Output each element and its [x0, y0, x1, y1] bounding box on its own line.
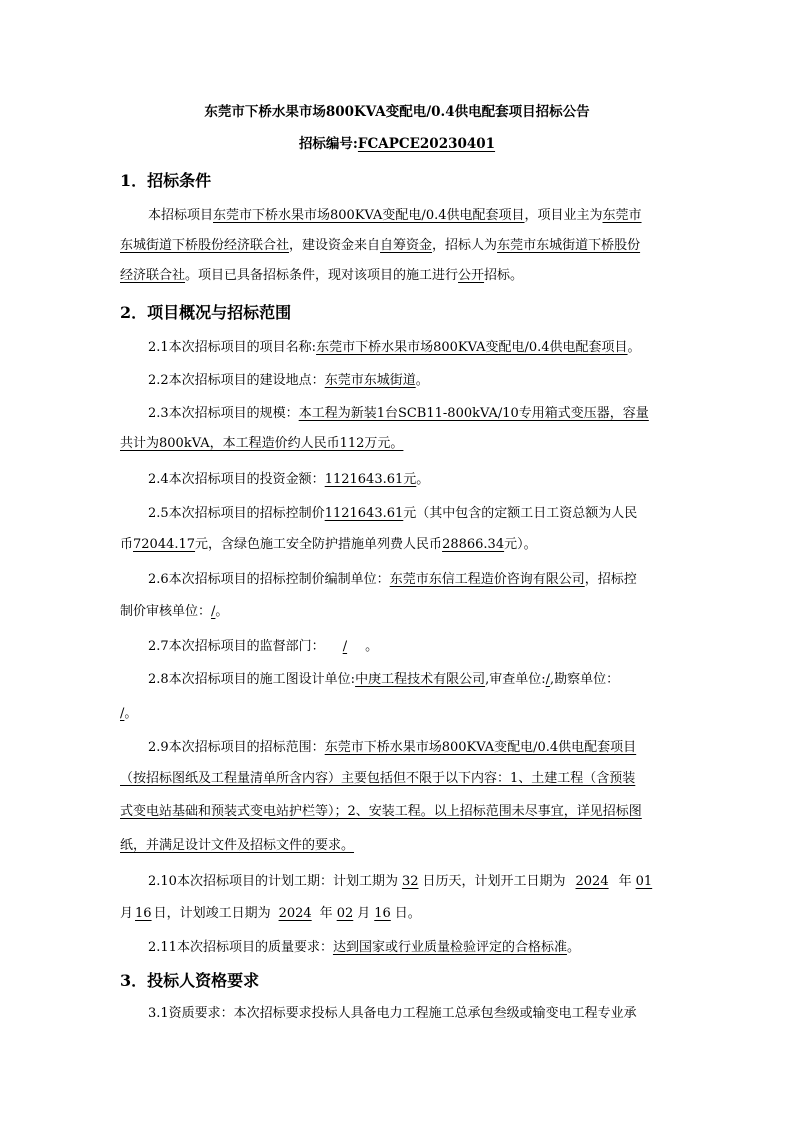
p2-10-cont	[120, 904, 421, 924]
end-year: 2024	[278, 906, 312, 921]
investment-amount: 1121643.61元	[324, 472, 417, 487]
text: 2.9本次招标项目的招标范围：	[148, 740, 325, 755]
text: 本招标项目	[148, 208, 214, 223]
text: 元（其中包含的定额工日工资总额为人民	[403, 506, 638, 521]
p2-9-cont-2	[120, 802, 642, 822]
p2-2	[148, 371, 429, 391]
owner-name-part: 东莞市	[602, 208, 642, 223]
text: 年	[618, 874, 632, 889]
quality-requirement: 达到国家或行业质量检验评定的合格标准	[332, 940, 567, 955]
text: 招标。	[484, 268, 524, 283]
fund-source: 自筹资金	[380, 238, 433, 253]
p2-9	[148, 738, 636, 758]
p2-8-cont	[120, 704, 137, 724]
p3-1: 3.1资质要求：本次招标要求投标人具备电力工程施工总承包叁级或输变电工程专业承	[148, 1006, 637, 1021]
text: 制价审核单位：	[120, 604, 212, 619]
designer: 中庚工程技术有限公司	[355, 672, 486, 687]
supervisor: /	[342, 639, 348, 654]
text: ，招标人为	[432, 238, 498, 253]
price-compiler: 东莞市东信工程造价咨询有限公司	[389, 572, 585, 587]
text: 日历天，计划开工日期为	[422, 874, 566, 889]
tender-number-value: FCAPCE20230401	[357, 136, 496, 152]
price-reviewer: /	[211, 604, 216, 619]
p2-4	[148, 470, 429, 490]
project-name: 东莞市下桥水果市场800KVA变配电/0.4供电配套项目	[213, 208, 525, 223]
p2-6-cont	[120, 602, 228, 622]
text: 。	[124, 706, 138, 721]
text: ，建设资金来自	[289, 238, 381, 253]
duration-days: 32	[401, 874, 419, 889]
tender-number-label: 招标编号:	[298, 136, 358, 152]
p2-1	[148, 338, 641, 358]
end-month: 02	[336, 906, 354, 921]
text: 。	[416, 472, 430, 487]
p2-10	[148, 872, 656, 892]
text: 2.10本次招标项目的计划工期：计划工期为	[148, 874, 398, 889]
p2-7	[148, 637, 378, 657]
s1-line-3	[120, 266, 523, 286]
p2-9-cont-3	[120, 836, 354, 856]
owner-name-part: 东城街道下桥股份经济联合社	[120, 238, 290, 253]
text: 2.6本次招标项目的招标控制价编制单位：	[148, 572, 390, 587]
text: 币	[120, 537, 134, 552]
scale: 本工程为新装1台SCB11-800kVA/10专用箱式变压器，容量	[298, 406, 649, 421]
p2-11	[148, 938, 580, 958]
text: 年	[319, 906, 333, 921]
tenderer-name-part: 经济联合社	[120, 268, 186, 283]
text: 日，计划竣工日期为	[153, 906, 271, 921]
section-3-heading: 3．投标人资格要求	[120, 971, 260, 990]
start-day: 16	[135, 906, 152, 921]
text: 月	[120, 906, 134, 921]
text: 。	[365, 639, 379, 654]
text: 2.2本次招标项目的建设地点：	[148, 373, 325, 388]
tender-method: 公开	[458, 268, 485, 283]
scope: 式变电站基础和预装式变电站护栏等）；2、安装工程。以上招标范围未尽事宜，详见招标图	[120, 804, 642, 819]
text: 2.3本次招标项目的规模：	[148, 406, 299, 421]
scope: （按招标图纸及工程量清单所含内容）主要包括但不限于以下内容：1、土建工程（含预装	[120, 771, 636, 786]
text: 。	[566, 940, 580, 955]
text: 2.5本次招标项目的招标控制价	[148, 506, 325, 521]
scope: 东莞市下桥水果市场800KVA变配电/0.4供电配套项目	[324, 740, 637, 755]
document-title: 东莞市下桥水果市场800KVA变配电/0.4供电配套项目招标公告	[204, 104, 590, 120]
text: 。	[215, 604, 229, 619]
safety-fee: 28866.34	[442, 537, 505, 552]
location: 东莞市东城街道	[324, 373, 416, 388]
tender-number	[120, 134, 674, 154]
p2-5	[148, 504, 637, 524]
section-2-heading: 2．项目概况与招标范围	[120, 303, 292, 322]
text: 2.1本次招标项目的项目名称:	[148, 340, 317, 355]
surveyor: /	[120, 706, 125, 721]
text: ,勘察单位：	[549, 672, 620, 687]
start-year: 2024	[575, 874, 609, 889]
tenderer-name-part: 东莞市东城街道下桥股份	[497, 238, 641, 253]
text: 2.11本次招标项目的质量要求：	[148, 940, 333, 955]
text: ,审查单位:	[485, 672, 546, 687]
text: 2.8本次招标项目的施工图设计单位:	[148, 672, 356, 687]
text: ，项目业主为	[524, 208, 603, 223]
p2-5-cont	[120, 535, 537, 555]
text: 月	[357, 906, 371, 921]
text: 日。	[394, 906, 421, 921]
s1-line-1	[148, 206, 642, 226]
text: 2.4本次招标项目的投资金额：	[148, 472, 325, 487]
p2-8	[148, 670, 619, 690]
scale: 共计为800kVA，本工程造价约人民币112万元。	[120, 436, 404, 451]
text: 。	[627, 340, 641, 355]
scope: 纸，并满足设计文件及招标文件的要求。	[120, 838, 355, 853]
text: 元）。	[504, 537, 537, 552]
text: 。	[415, 373, 429, 388]
text: 2.7本次招标项目的监督部门：	[148, 639, 325, 654]
end-day: 16	[374, 906, 391, 921]
start-month: 01	[635, 874, 653, 889]
text: 元，含绿色施工安全防护措施单列费人民币	[195, 537, 443, 552]
s1-line-2	[120, 236, 640, 256]
section-1-heading: 1．招标条件	[120, 171, 212, 190]
reviewer: /	[545, 672, 550, 687]
text: 。项目已具备招标条件，现对该项目的施工进行	[185, 268, 459, 283]
project-name: 东莞市下桥水果市场800KVA变配电/0.4供电配套项目	[316, 340, 628, 355]
p2-3	[148, 404, 649, 424]
text: ，招标控	[584, 572, 637, 587]
labor-wage: 72044.17	[133, 537, 196, 552]
control-price: 1121643.61	[324, 506, 404, 521]
p2-6	[148, 570, 637, 590]
p2-3-cont	[120, 434, 403, 454]
p2-9-cont-1	[120, 769, 635, 789]
